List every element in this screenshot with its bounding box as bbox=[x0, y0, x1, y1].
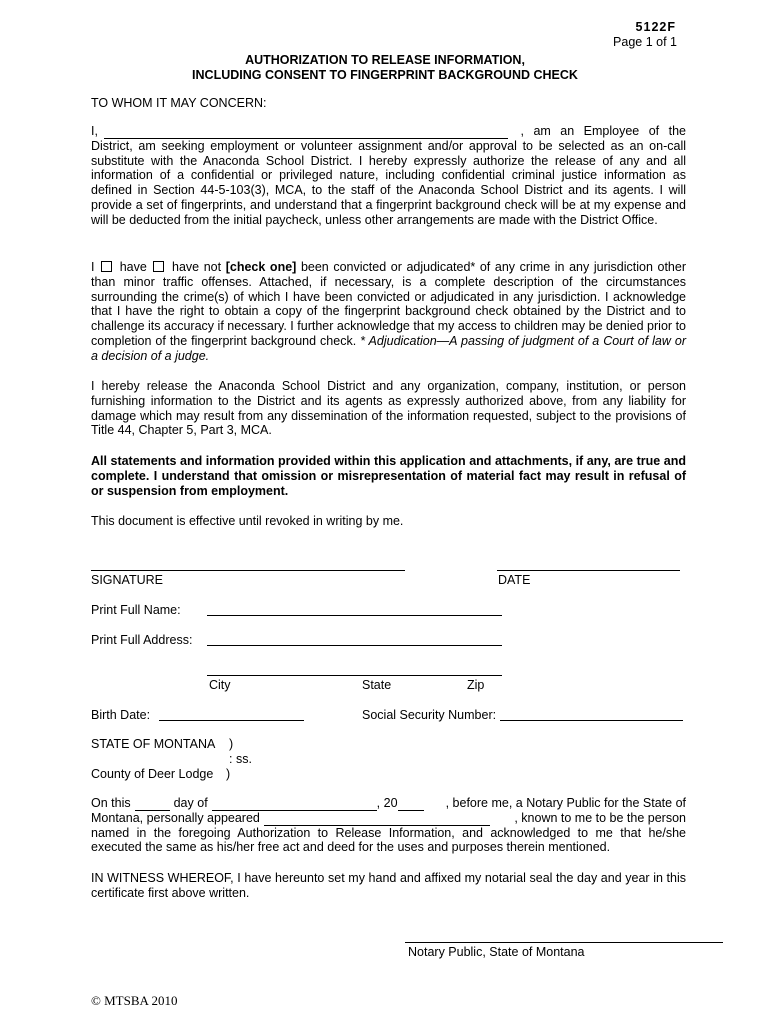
authorization-paragraph bbox=[91, 124, 686, 228]
paragraph3-text: I hereby release the Anaconda School District and any organization, company, institution, or person furnishing information to the District and its agents as expressly authorized above, from any liability for damage which may result from any dissemination of the information requested, subject to the provisions of Title 44, Chapter 5, Part 3, MCA. bbox=[91, 379, 686, 438]
notary-signature-label: Notary Public, State of Montana bbox=[408, 945, 585, 959]
venue-paren-1: ) bbox=[229, 737, 234, 751]
city-state-zip-line[interactable] bbox=[207, 675, 502, 676]
city-label: City bbox=[209, 678, 231, 692]
venue-paren-2: ) bbox=[226, 767, 231, 781]
paragraph1-after-blank: , am an Employee of the bbox=[520, 124, 686, 138]
paragraph4-text: All statements and information provided within this application and attachments, if any, are true and complete. I understand that omission or misrepresentation of material fact may result in refusal of or suspension from employment. bbox=[91, 454, 686, 498]
paragraph2-lead: I bbox=[91, 260, 95, 274]
day-blank[interactable] bbox=[135, 799, 170, 811]
have-label: have bbox=[119, 260, 147, 274]
document-title-line2: INCLUDING CONSENT TO FINGERPRINT BACKGROUND CHECK bbox=[192, 68, 578, 82]
salutation: TO WHOM IT MAY CONCERN: bbox=[91, 96, 267, 110]
county-of-deer-lodge: County of Deer Lodge bbox=[91, 767, 214, 781]
zip-label: Zip bbox=[467, 678, 485, 692]
ssn-line[interactable] bbox=[500, 720, 683, 721]
print-address-label: Print Full Address: bbox=[91, 633, 193, 647]
date-line[interactable] bbox=[497, 570, 680, 571]
venue-ss: : ss. bbox=[229, 752, 252, 766]
check-one-label: [check one] bbox=[225, 260, 297, 274]
on-this-label: On this bbox=[91, 796, 131, 810]
paragraph1-lead: I, bbox=[91, 124, 98, 138]
signature-line[interactable] bbox=[91, 570, 405, 571]
signature-label: SIGNATURE bbox=[91, 573, 163, 587]
appeared-name-blank[interactable] bbox=[264, 814, 490, 826]
ssn-label: Social Security Number: bbox=[362, 708, 497, 722]
conviction-paragraph bbox=[91, 260, 686, 364]
state-of-montana: STATE OF MONTANA bbox=[91, 737, 216, 751]
before-me-label: , before me, a Notary Public for the State of bbox=[445, 796, 686, 810]
day-of-label: day of bbox=[173, 796, 208, 810]
employee-name-blank[interactable] bbox=[104, 127, 508, 139]
print-name-label: Print Full Name: bbox=[91, 603, 181, 617]
document-title-line1: AUTHORIZATION TO RELEASE INFORMATION, bbox=[245, 53, 525, 67]
birth-date-line[interactable] bbox=[159, 720, 304, 721]
month-blank[interactable] bbox=[212, 799, 377, 811]
state-label: State bbox=[362, 678, 392, 692]
print-address-line[interactable] bbox=[207, 645, 502, 646]
year-prefix-label: , 20 bbox=[376, 796, 398, 810]
witness-paragraph bbox=[91, 871, 686, 901]
have-checkbox[interactable] bbox=[101, 261, 112, 272]
print-name-line[interactable] bbox=[207, 615, 502, 616]
notary-paragraph-rest: named in the foregoing Authorization to Release Information, and acknowledged to me that he/she executed the same as his/her free act and deed for the uses and purposes therein mentioned. bbox=[91, 825, 686, 855]
statement-paragraph bbox=[91, 454, 686, 498]
birth-date-label: Birth Date: bbox=[91, 708, 151, 722]
notary-paragraph bbox=[91, 796, 686, 855]
date-label: DATE bbox=[498, 573, 531, 587]
have-not-label: have not bbox=[172, 260, 222, 274]
paragraph5-text: This document is effective until revoked in writing by me. bbox=[91, 514, 404, 528]
known-label: , known to me to be the person bbox=[514, 810, 686, 825]
release-paragraph bbox=[91, 379, 686, 438]
witness-text: IN WITNESS WHEREOF, I have hereunto set my hand and affixed my notarial seal the day and year in this certificate first above written. bbox=[91, 871, 686, 900]
year-blank[interactable] bbox=[398, 799, 424, 811]
copyright-footer: © MTSBA 2010 bbox=[91, 993, 178, 1008]
paragraph1-body: District, am seeking employment or volunteer assignment and/or approval to be selected as an on-call substitute with the Anaconda School District. I hereby expressly authorize the release of any and all information of a confidential or privileged nature, including confidential criminal justice information as defined in Section 44-5-103(3), MCA, to the staff of the Anaconda School District and its agents. I will provide a set of fingerprints, and understand that a fingerprint background check will be at my expense and will be deducted from the initial paycheck, unless other arrangements are made with the District Office. bbox=[91, 138, 686, 227]
paragraph2-body: been convicted or adjudicated* of any crime in any jurisdiction other than minor traffic offenses. Attached, if necessary, is a complete description of the circumstances surrounding the crime(s) of which I have been convicted or adjudicated in any jurisdiction. I acknowledge that I have the right to obtain a copy of the fingerprint background check obtained by the District and to challenge its accuracy if necessary. I further acknowledge that my access to children may be denied prior to completion of the fingerprint background check. bbox=[91, 260, 687, 348]
form-number: 5122F bbox=[635, 20, 676, 34]
montana-appeared-label: Montana, personally appeared bbox=[91, 810, 260, 825]
adjudication-footnote: * Adjudication—A passing of judgment of a Court of law or a decision of a judge. bbox=[91, 333, 686, 363]
page-number: Page 1 of 1 bbox=[613, 35, 677, 49]
notary-signature-line[interactable] bbox=[405, 942, 723, 943]
effective-paragraph bbox=[91, 514, 686, 529]
have-not-checkbox[interactable] bbox=[153, 261, 164, 272]
